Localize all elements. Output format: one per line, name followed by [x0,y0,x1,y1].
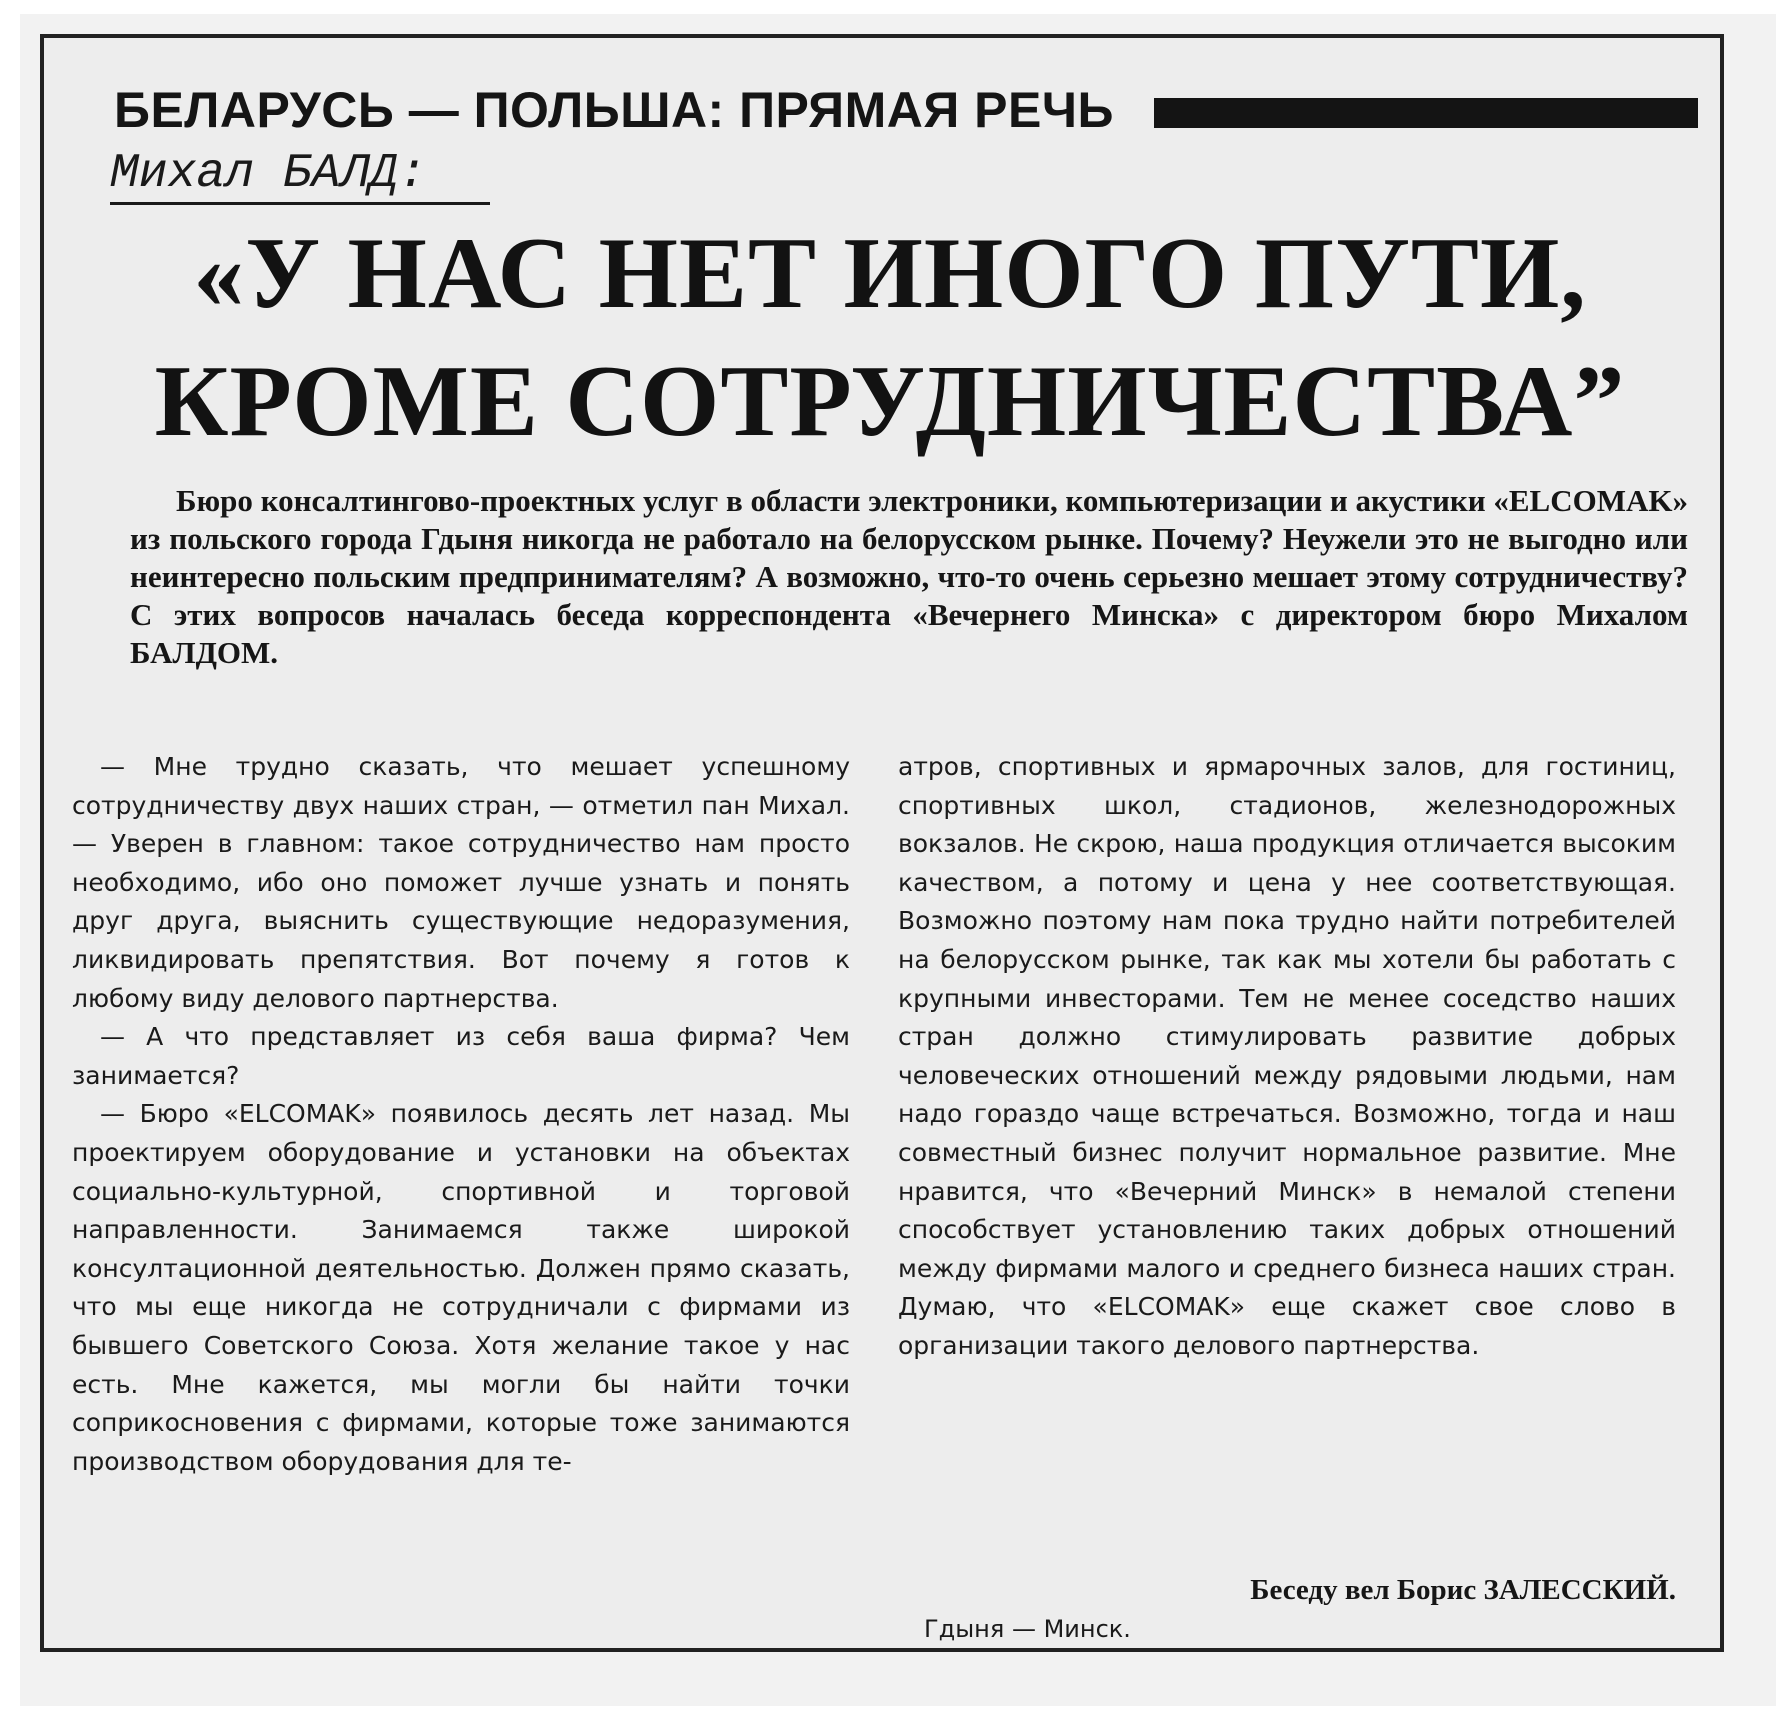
interviewee-underline [110,202,490,205]
body-column-left [72,748,850,1481]
rubric-bar [1154,98,1698,128]
dateline-place: Гдыня — Минск. [924,1615,1131,1643]
interview-question: — А что представляет из себя ваша фирма? Чем занимается? [72,1022,850,1090]
interviewee-name: Михал БАЛД: [110,147,427,201]
lead-paragraph: Бюро консалтингово-проектных услуг в области электроники, компьютеризации и акустики «ELCOMAK» из польского города Гдыня никогда не работало на белорусском рынке. Почему? Неужели это не выгодно или неинтересно польским предпринимателям? А возможно, что-то очень серьезно мешает этому сотрудничеству? С этих вопросов началась беседа корреспондента «Вечернего Минска» с директором бюро Михалом БАЛДОМ. [130,483,1688,670]
byline-signature: Беседу вел Борис ЗАЛЕССКИЙ. [1250,1574,1676,1606]
rubric-title: БЕЛАРУСЬ — ПОЛЬША: ПРЯМАЯ РЕЧЬ [114,82,1114,138]
body-column-right [898,748,1676,1366]
body-paragraph: — Мне трудно сказать, что мешает успешному сотрудничеству двух наших стран, — отметил пан Михал. — Уверен в главном: такое сотрудничество нам просто необходимо, ибо оно поможет лучше узнать и понять друг друга, выяснить существующие недоразумения, ликвидировать препятствия. Вот почему я готов к любому виду делового партнерства. [72,752,850,1013]
rubric-row [76,78,1702,142]
headline-line-1: «У НАС НЕТ ИНОГО ПУТИ, [193,217,1587,330]
headline-line-2: КРОМЕ СОТРУДНИЧЕСТВА” [154,345,1626,458]
body-paragraph: — Бюро «ELCOMAK» появилось десять лет назад. Мы проектируем оборудование и установки на объектах социально-культурной, спортивной и торговой направленности. Занимаемся также широкой консултационной деятельностью. Должен прямо сказать, что мы еще никогда не сотрудничали с фирмами из бывшего Советского Союза. Хотя желание такое у нас есть. Мне кажется, мы могли бы найти точки соприкосновения с фирмами, которые тоже занимаются производством оборудования для те- [72,1099,850,1476]
body-paragraph-continued: атров, спортивных и ярмарочных залов, для гостиниц, спортивных школ, стадионов, железнодорожных вокзалов. Не скрою, наша продукция отличается высоким качеством, а потому и цена у нее соответствующая. Возможно поэтому нам пока трудно найти потребителей на белорусском рынке, так как мы хотели бы работать с крупными инвесторами. Тем не менее соседство наших стран должно стимулировать развитие добрых человеческих отношений между рядовыми людьми, нам надо гораздо чаще встречаться. Возможно, тогда и наш совместный бизнес получит нормальное развитие. Мне нравится, что «Вечерний Минск» в немалой степени способствует установлению таких добрых отношений между фирмами малого и среднего бизнеса наших стран. Думаю, что «ELCOMAK» еще скажет свое слово в организации такого делового партнерства. [898,752,1676,1360]
